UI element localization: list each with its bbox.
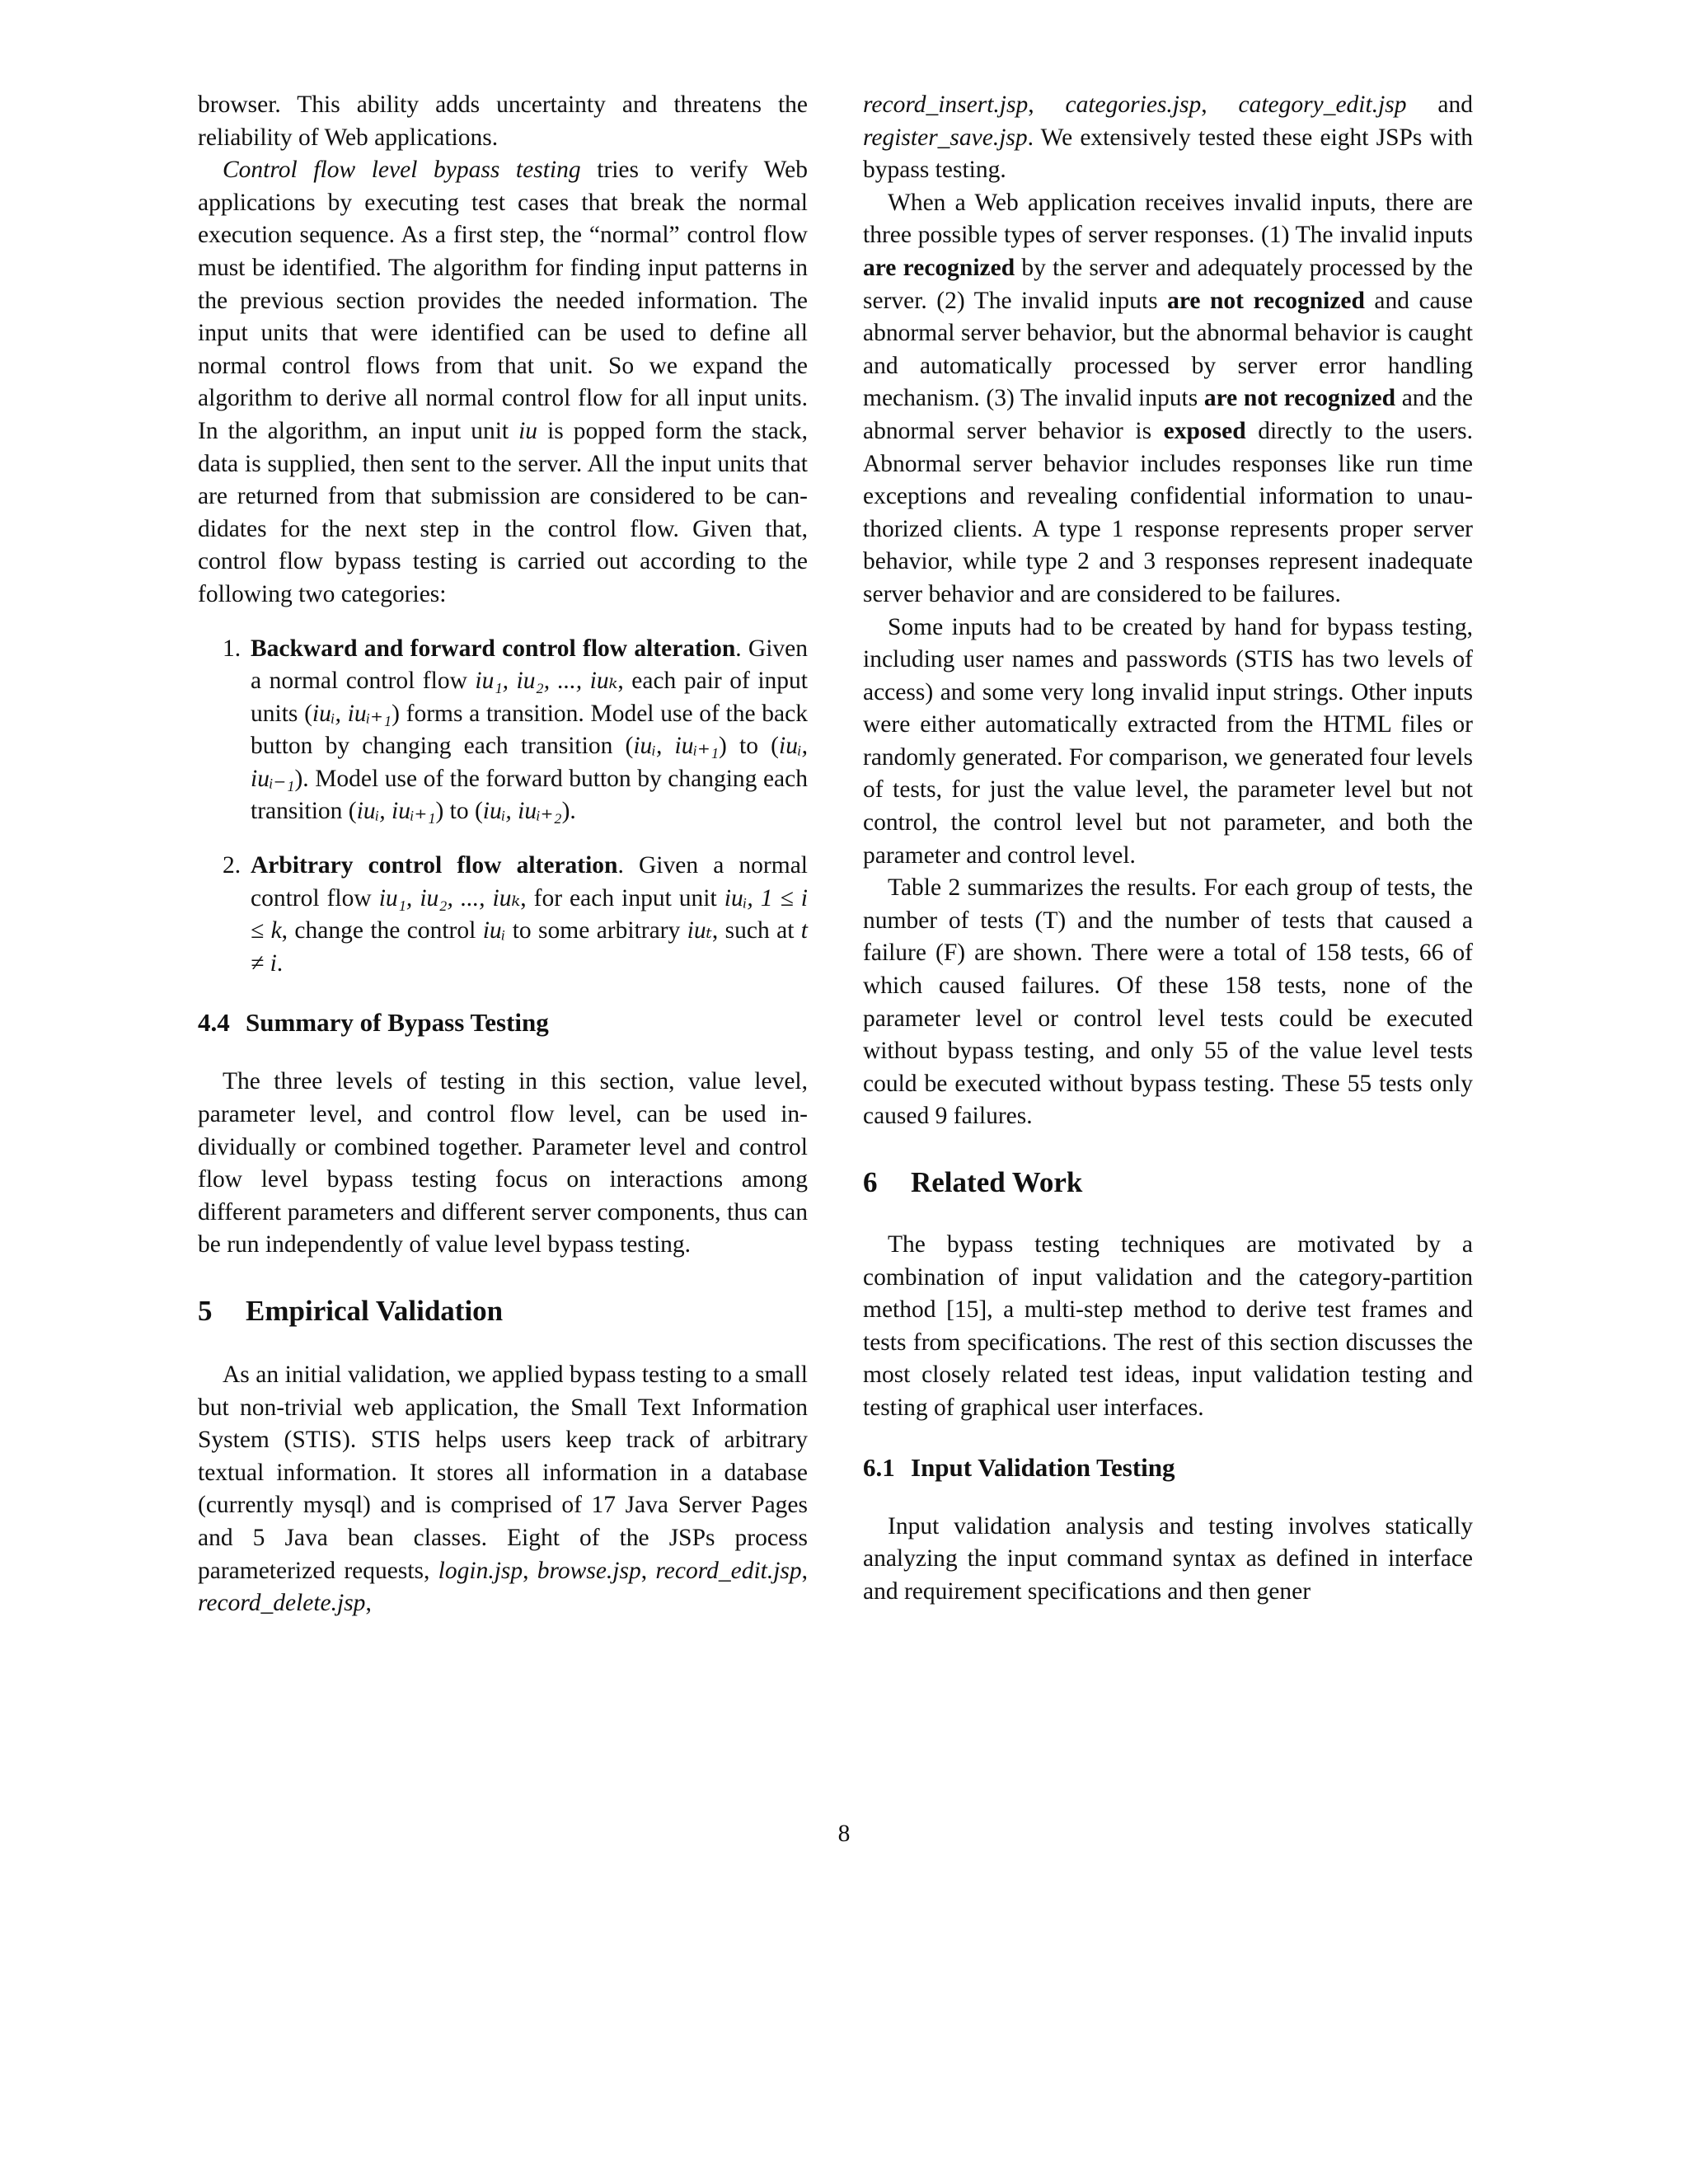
jsp-browse: browse.jsp [537, 1557, 641, 1584]
list-item-title: Backward and forward control flow alteration [251, 635, 736, 662]
page-number: 8 [837, 1821, 851, 1847]
math-iu: iu [518, 417, 538, 444]
right-column [863, 89, 1473, 1608]
left-column [198, 89, 808, 1620]
jsp-login: login.jsp [438, 1557, 523, 1584]
paragraph-server-responses: When a Web application receives invalid inputs, there are three possible types of server responses. (1) The invalid inputs are recognized by the server and adequately processed by the server. (2) The invalid inputs are not recognized and cause abnormal server behavior, but the abnormal behavior is caught and automatically processed by server error handling mechanism. (3) The invalid inputs are not recognized and the abnormal server behavior is exposed directly to the users. Abnormal server behavior includes responses like run time exceptions and revealing confidential information to unauthorized clients. A type 1 response represents proper server behavior, while type 2 and 3 responses represent inadequate server behavior and are considered to be failures. [863, 189, 1474, 607]
category-list [198, 633, 808, 981]
paragraph-table-summary: Table 2 summarizes the results. For each group of tests, the number of tests (T) and the number of tests that caused a failure (F) are shown. There were a total of 158 tests, 66 of which caused failures. Of these 158 tests, none of the parameter level or control level tests could be executed without bypass testing, and only 55 of the value level tests could be executed without bypass testing. These 55 tests only caused 9 failures. [863, 874, 1473, 1130]
paragraph-jsp-list: record_insert.jsp, categories.jsp, category_edit.jsp and register_save.jsp. We extensively tested these eight JSPs with bypass testing. [863, 91, 1474, 184]
paragraph-control-flow: Control flow level bypass testing tries to verify Web applications by executing test cases that break the normal execution sequence. As a first step, the “normal” control flow must be identified. The algorithm for finding input patterns in the previous section provides the needed information. The input units that were identified can be used to define all normal control flows from that unit. So we expand the algorithm to derive all normal control flow for all input units. In the algorithm, an input unit iu is popped form the stack, data is supplied, then sent to the server. All the input units that are returned from that submission are considered to be candidates for the next step in the control flow. Given that, control flow bypass testing is carried out according to the following two categories: [198, 157, 808, 607]
list-item-arbitrary: 2. Arbitrary control flow alteration. Given a normal control flow iu₁, iu₂, ..., iuₖ, for each input unit iuᵢ, 1 ≤ i ≤ k, change the control iuᵢ to some arbitrary iuₜ, such at t ≠ i. [223, 852, 808, 977]
list-item-backward-forward: 1. Backward and forward control flow alteration. Given a normal control flow iu₁, iu₂, ..., iuₖ, each pair of input units (iuᵢ, iuᵢ₊₁) forms a transition. Model use of the back button by changing each transition (iuᵢ, iuᵢ₊₁) to (iuᵢ, iuᵢ₋₁). Model use of the forward button by changing each transition (iuᵢ, iuᵢ₊₁) to (iuᵢ, iuᵢ₊₂). [223, 635, 809, 825]
paragraph-empirical: As an initial validation, we applied bypass testing to a small but non-trivial web application, the Small Text Information System (STIS). STIS helps users keep track of arbitrary textual information. It stores all information in a database (currently mysql) and is comprised of 17 Java Server Pages and 5 Java bean classes. Eight of the JSPs process parameterized requests, login.jsp, browse.jsp, record_edit.jsp, record_delete.jsp, [198, 1361, 809, 1617]
paragraph-input-validation: Input validation analysis and testing involves statically analyzing the input command syntax as defined in interface and requirement specifications and then gener [863, 1512, 1473, 1605]
section-4-4-heading: 4.4 Summary of Bypass Testing [198, 1008, 549, 1038]
list-item-title: Arbitrary control flow alteration [251, 852, 618, 879]
jsp-record-insert: record_insert.jsp [863, 91, 1029, 118]
term-control-flow-bypass: Control flow level bypass testing [223, 157, 581, 184]
jsp-register-save: register_save.jsp [863, 124, 1028, 151]
section-6-heading: 6 Related Work [863, 1166, 1083, 1198]
section-6-1-heading: 6.1 Input Validation Testing [863, 1452, 1175, 1482]
jsp-record-delete: record_delete.jsp [198, 1590, 366, 1617]
paragraph-summary: The three levels of testing in this section, value level, parameter level, and control flow level, can be used individually or combined together. Parameter level and control flow level bypass testing focus on interactions among different parameters and different server components, thus can be run independently of value level bypass testing. [198, 1068, 808, 1258]
jsp-category-edit: category_edit.jsp [1238, 91, 1407, 118]
section-5-heading: 5 Empirical Validation [198, 1295, 504, 1327]
jsp-record-edit: record_edit.jsp [655, 1557, 802, 1584]
jsp-categories: categories.jsp [1065, 91, 1202, 118]
paragraph-inputs: Some inputs had to be created by hand for bypass testing, including user names and passwords (STIS has two levels of access) and some very long invalid input strings. Other inputs were either automatically extracted from the HTML files or randomly generated. For comparison, we generated four levels of tests, for just the value level, the parameter level but not control, the control level but not parameter, and both the parameter and control level. [863, 613, 1473, 869]
paragraph-intro: browser. This ability adds uncertainty and threatens the reliability of Web applications. [198, 91, 808, 151]
paragraph-related-work: The bypass testing techniques are motivated by a combination of input validation and the category-partition method [15], a multi-step method to derive test frames and tests from specifications. The rest of this section discusses the most closely related test ideas, input validation testing and testing of graphical user interfaces. [863, 1231, 1473, 1421]
